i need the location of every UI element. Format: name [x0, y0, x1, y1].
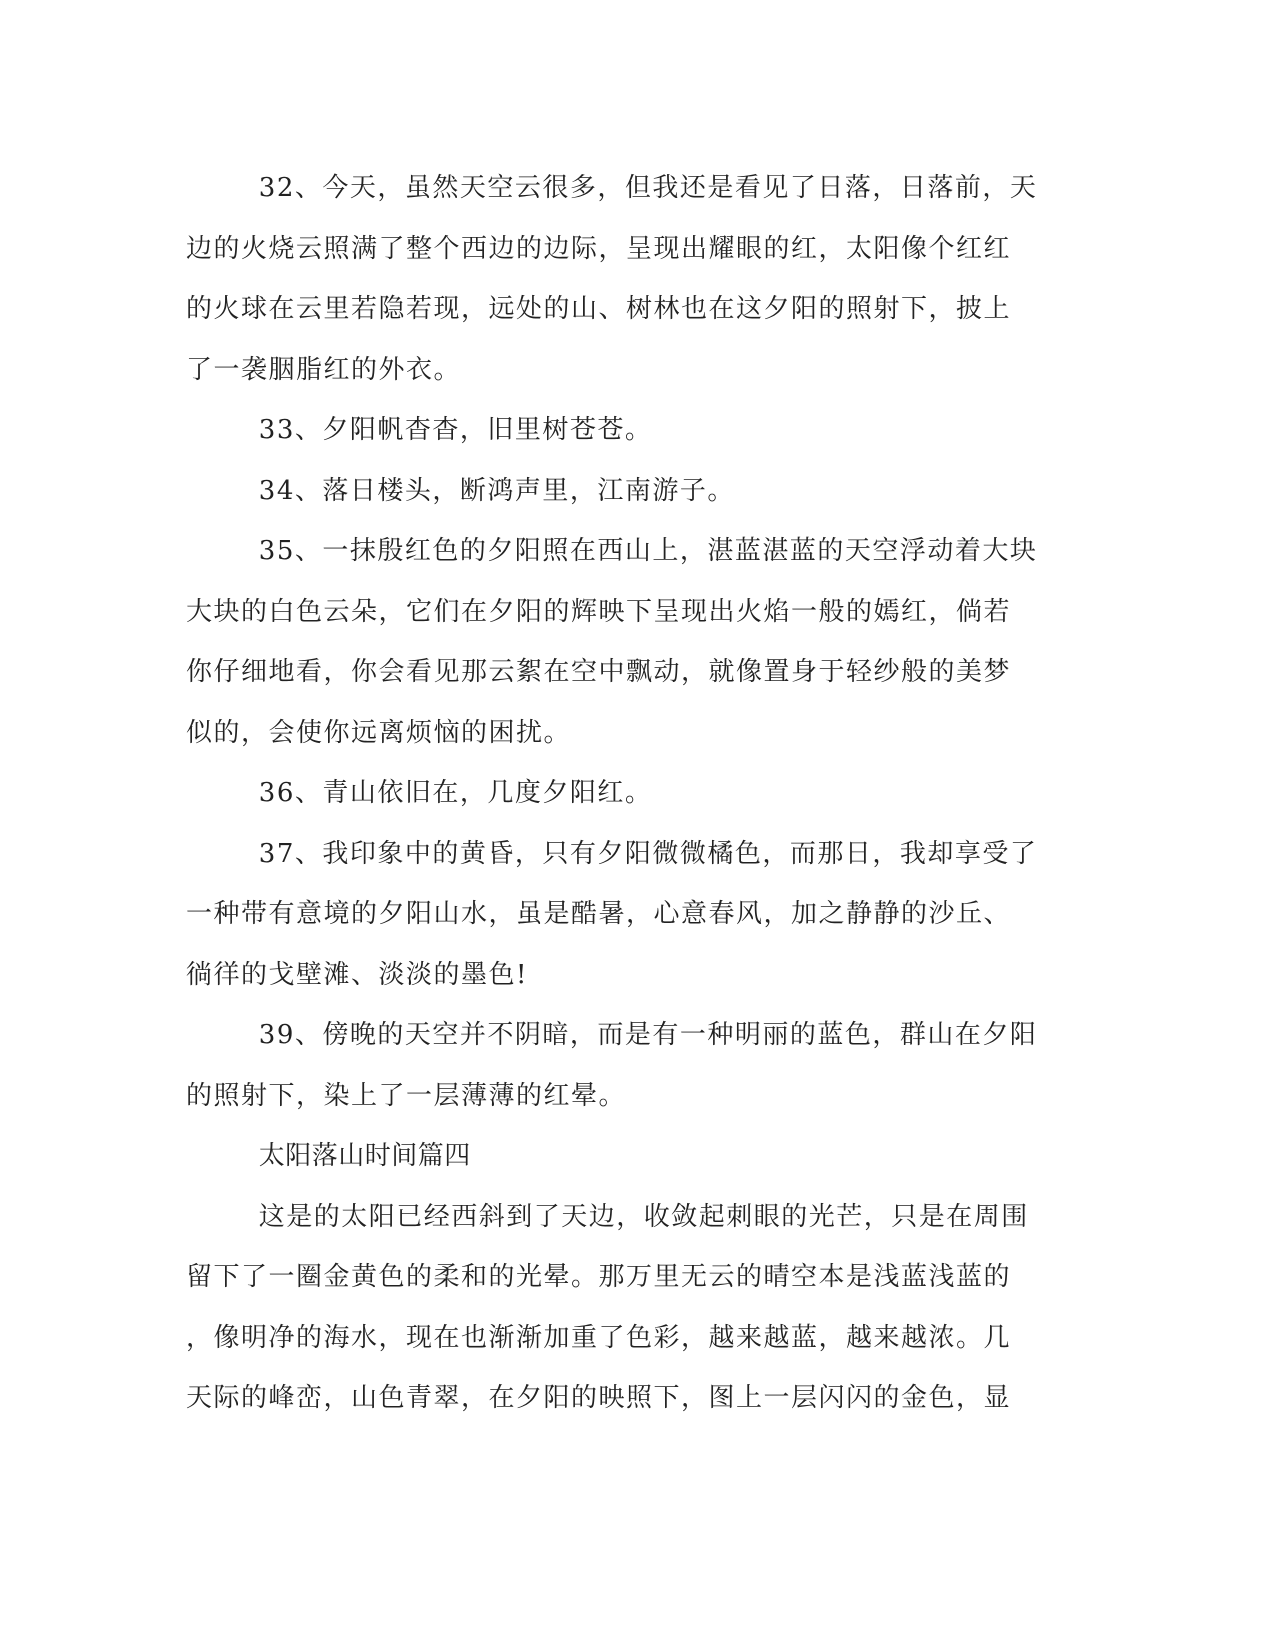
- document-body: [186, 158, 1066, 1429]
- paragraph-32: [186, 158, 1066, 400]
- text-line: 34、落日楼头，断鸿声里，江南游子。: [258, 475, 735, 506]
- text-line: 32、今天，虽然天空云很多，但我还是看见了日落，日落前，天: [258, 173, 1038, 203]
- text-line: 留下了一圈金黄色的柔和的光晕。那万里无云的晴空本是浅蓝浅蓝的: [186, 1262, 1012, 1292]
- text-line: 37、我印象中的黄昏，只有夕阳微微橘色，而那日，我却享受了: [258, 838, 1038, 869]
- paragraph-39: [186, 1005, 1066, 1126]
- final-paragraph: [186, 1187, 1066, 1429]
- paragraph-36: [186, 763, 1066, 824]
- text-line: 这是的太阳已经西斜到了天边，收敛起刺眼的光芒，只是在周围: [258, 1201, 1029, 1232]
- text-line: 的火球在云里若隐若现，远处的山、树林也在这夕阳的照射下，披上: [186, 294, 1012, 324]
- text-line: 了一袭胭脂红的外衣。: [186, 354, 462, 385]
- text-line: 边的火烧云照满了整个西边的边际，呈现出耀眼的红，太阳像个红红: [186, 233, 1012, 264]
- text-line: 39、傍晚的天空并不阴暗，而是有一种明丽的蓝色，群山在夕阳: [258, 1020, 1038, 1050]
- paragraph-35: [186, 521, 1066, 763]
- text-line: 徜徉的戈壁滩、淡淡的墨色!: [186, 959, 528, 990]
- text-line: 你仔细地看，你会看见那云絮在空中飘动，就像置身于轻纱般的美梦: [186, 657, 1012, 687]
- text-line: 33、夕阳帆杳杳，旧里树苍苍。: [258, 415, 653, 445]
- text-line: 大块的白色云朵，它们在夕阳的辉映下呈现出火焰一般的嫣红，倘若: [186, 596, 1012, 627]
- text-line: 似的，会使你远离烦恼的困扰。: [186, 717, 572, 748]
- text-line: 的照射下，染上了一层薄薄的红晕。: [186, 1080, 627, 1111]
- text-line: 36、青山依旧在，几度夕阳红。: [258, 778, 653, 808]
- text-line: 一种带有意境的夕阳山水，虽是酷暑，心意春风，加之静静的沙丘、: [186, 899, 1012, 929]
- text-line: 天际的峰峦，山色青翠，在夕阳的映照下，图上一层闪闪的金色，显: [186, 1383, 1012, 1413]
- text-line: ，像明净的海水，现在也渐渐加重了色彩，越来越蓝，越来越浓。几: [186, 1322, 1012, 1353]
- text-line: 35、一抹殷红色的夕阳照在西山上，湛蓝湛蓝的天空浮动着大块: [258, 536, 1038, 566]
- section-heading: 太阳落山时间篇四: [258, 1141, 471, 1171]
- paragraph-33: [186, 400, 1066, 461]
- paragraph-34: [186, 461, 1066, 522]
- paragraph-37: [186, 824, 1066, 1006]
